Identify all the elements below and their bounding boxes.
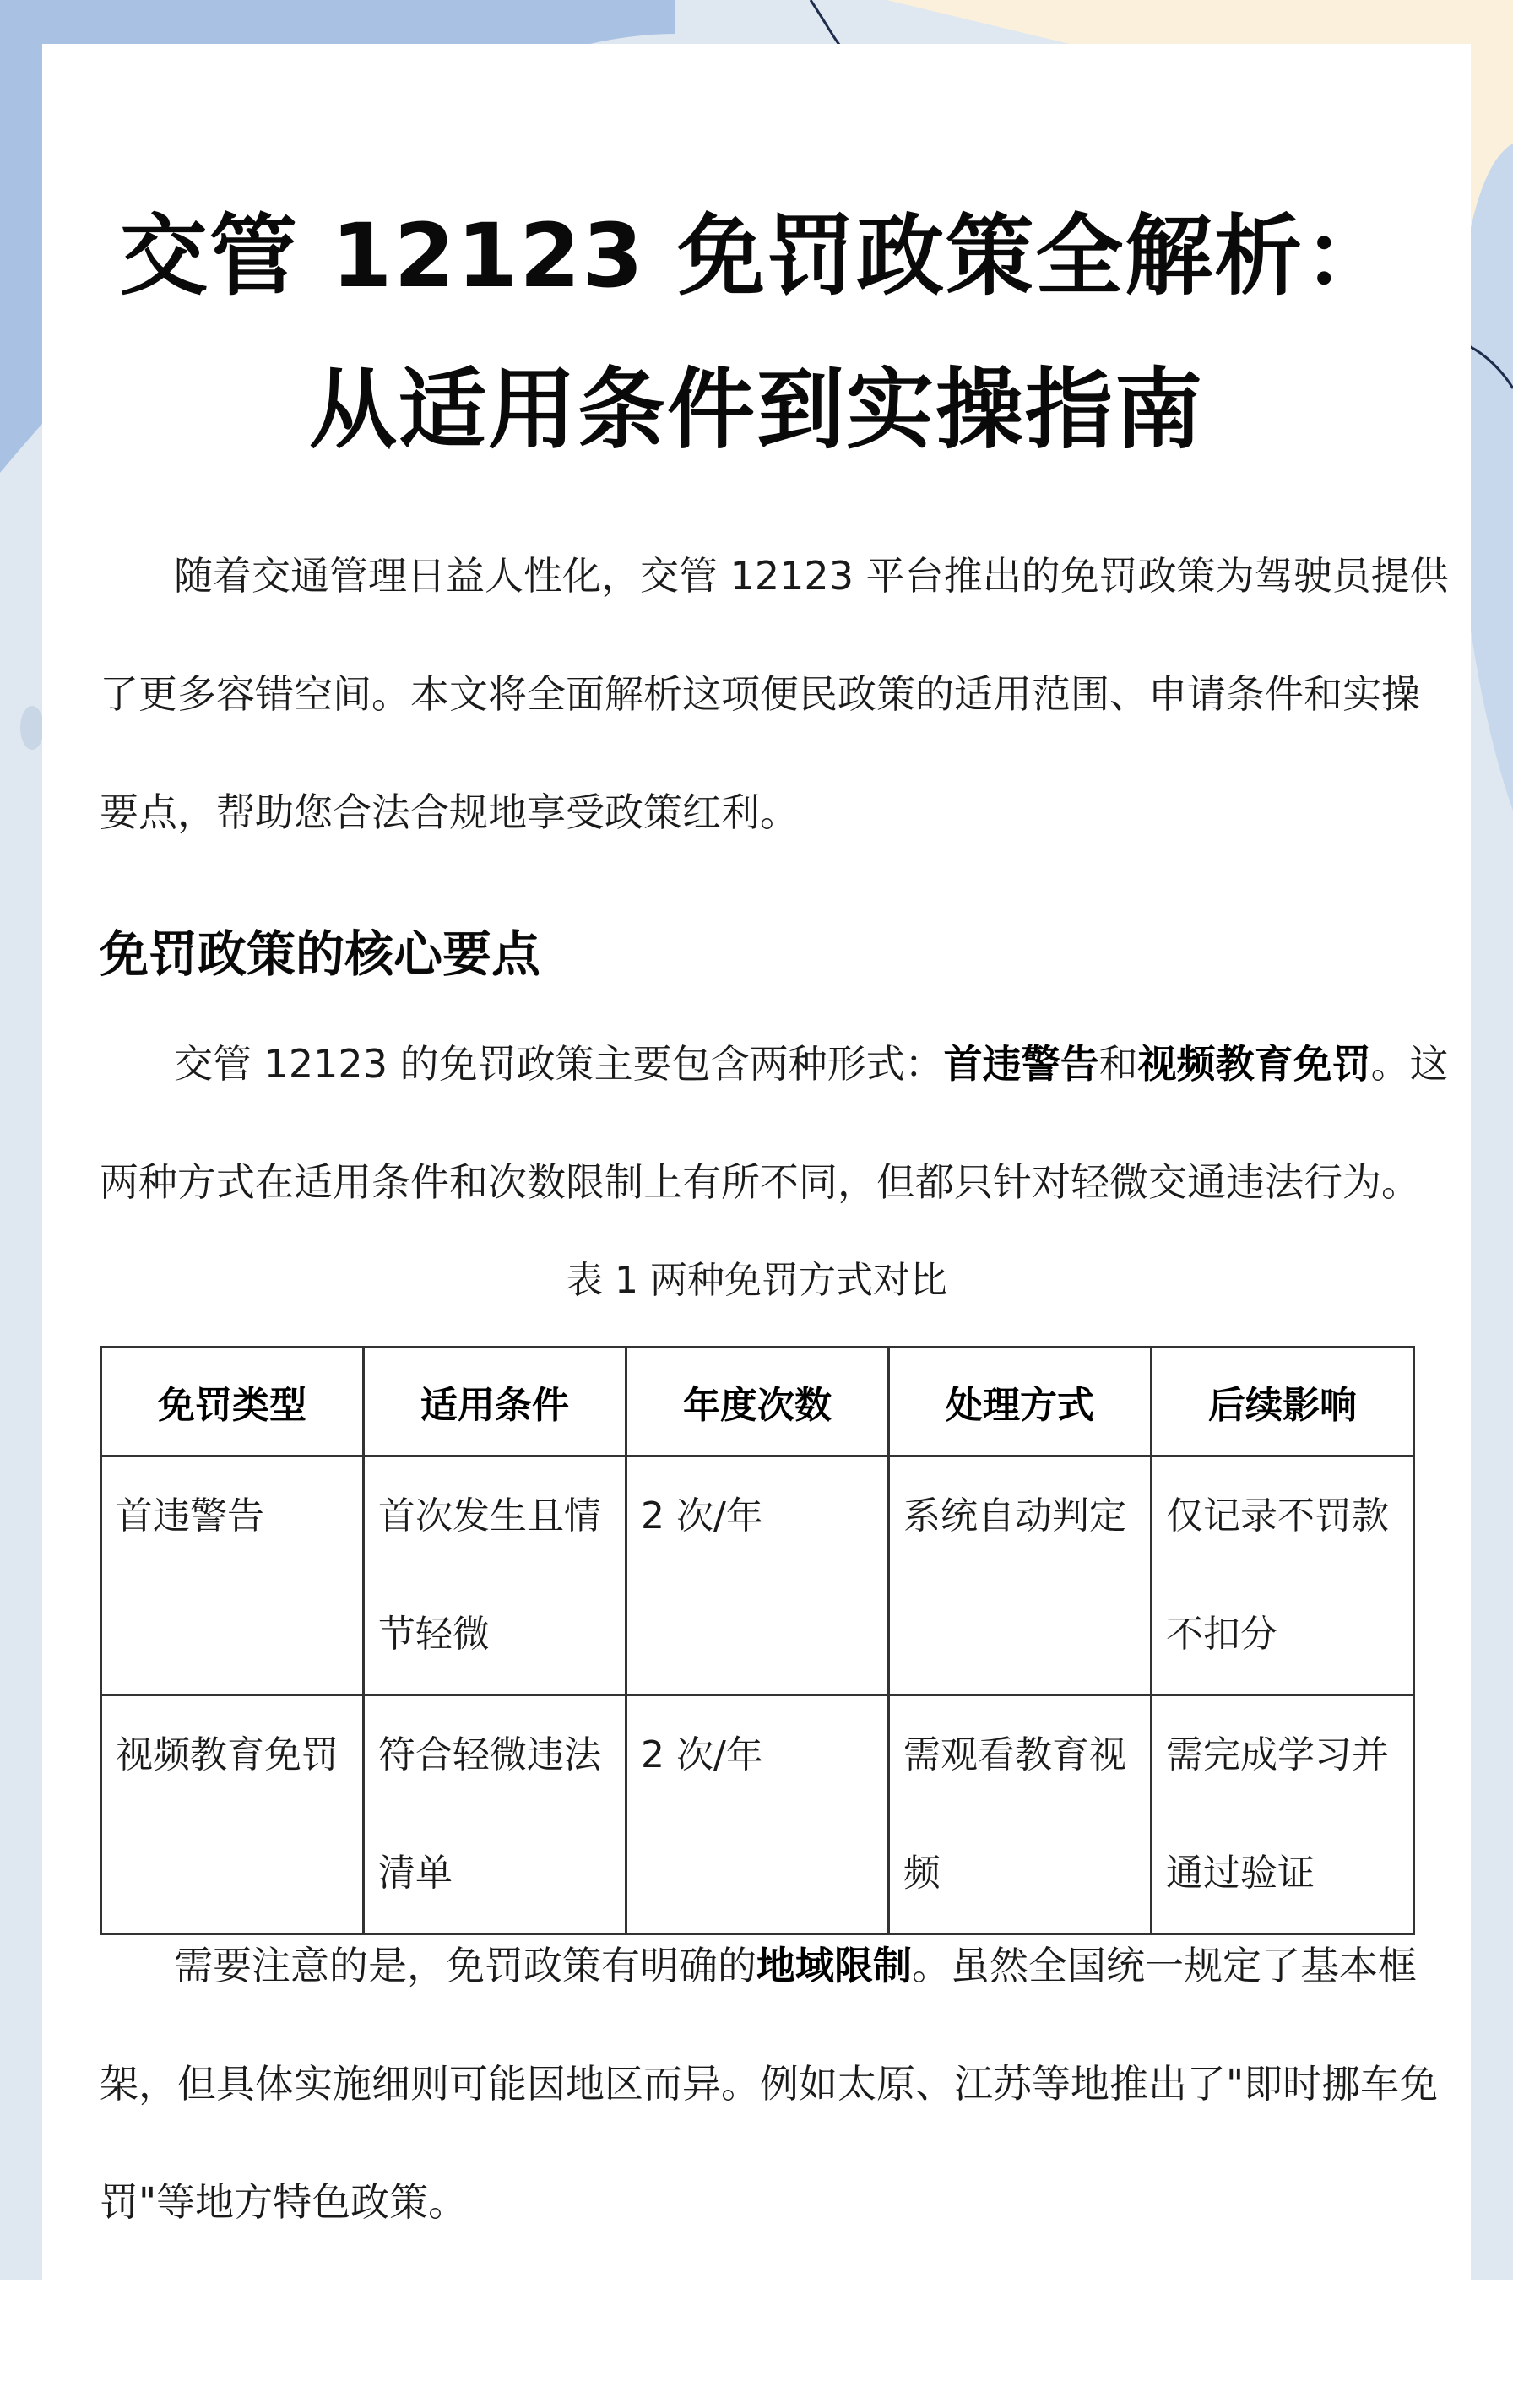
table-row <box>101 1695 1414 1934</box>
table-header-row <box>101 1348 1414 1456</box>
table-cell: 首违警告 <box>101 1456 364 1695</box>
note-text-start: 需要注意的是，免罚政策有明确的 <box>174 1943 756 1988</box>
small-dot-left <box>20 706 44 750</box>
bold-video-education: 视频教育免罚 <box>1137 1041 1371 1087</box>
header-handling: 处理方式 <box>889 1348 1152 1456</box>
intro-paragraph: 随着交通管理日益人性化，交管 12123 平台推出的免罚政策为驾驶员提供了更多容错空间。本文将全面解析这项便民政策的适用范围、申请条件和实操要点，帮助您合法合规地享受政策红利。 <box>100 553 1449 835</box>
table-cell: 符合轻微违法清单 <box>364 1695 626 1934</box>
table-caption: 表 1 两种免罚方式对比 <box>566 1259 947 1302</box>
policy-text-start: 交管 12123 的免罚政策主要包含两种形式： <box>174 1041 944 1087</box>
header-annual-count: 年度次数 <box>626 1348 889 1456</box>
table-cell: 需完成学习并通过验证 <box>1152 1695 1414 1934</box>
header-penalty-type: 免罚类型 <box>101 1348 364 1456</box>
table-cell: 系统自动判定 <box>889 1456 1152 1695</box>
bold-regional-limit: 地域限制 <box>756 1943 912 1988</box>
regional-note-paragraph <box>100 1906 1451 2261</box>
table-cell: 视频教育免罚 <box>101 1695 364 1934</box>
table-cell: 仅记录不罚款不扣分 <box>1152 1456 1414 1695</box>
section-heading: 免罚政策的核心要点 <box>100 925 541 983</box>
policy-text-end: 。这两种方式在适用条件和次数限制上有所不同，但都只针对轻微交通违法行为。 <box>100 1041 1449 1205</box>
comparison-table <box>100 1346 1415 1935</box>
table-cell: 首次发生且情节轻微 <box>364 1456 626 1695</box>
policy-paragraph <box>100 1005 1451 1241</box>
header-impact: 后续影响 <box>1152 1348 1414 1456</box>
table-cell: 需观看教育视频 <box>889 1695 1152 1934</box>
table-row <box>101 1456 1414 1695</box>
table-cell: 2 次/年 <box>626 1456 889 1695</box>
policy-text-and: 和 <box>1098 1041 1138 1087</box>
bold-first-violation-warning: 首违警告 <box>943 1041 1099 1087</box>
title-line-2: 从适用条件到实操指南 <box>308 358 1204 461</box>
title-line-1: 交管 12123 免罚政策全解析： <box>119 204 1394 307</box>
table-cell: 2 次/年 <box>626 1695 889 1934</box>
article-card <box>42 44 1471 2408</box>
article-title <box>42 179 1471 486</box>
note-text-end: 。虽然全国统一规定了基本框架，但具体实施细则可能因地区而异。例如太原、江苏等地推出了"即时挪车免罚"等地方特色政策。 <box>100 1943 1439 2225</box>
header-conditions: 适用条件 <box>364 1348 626 1456</box>
